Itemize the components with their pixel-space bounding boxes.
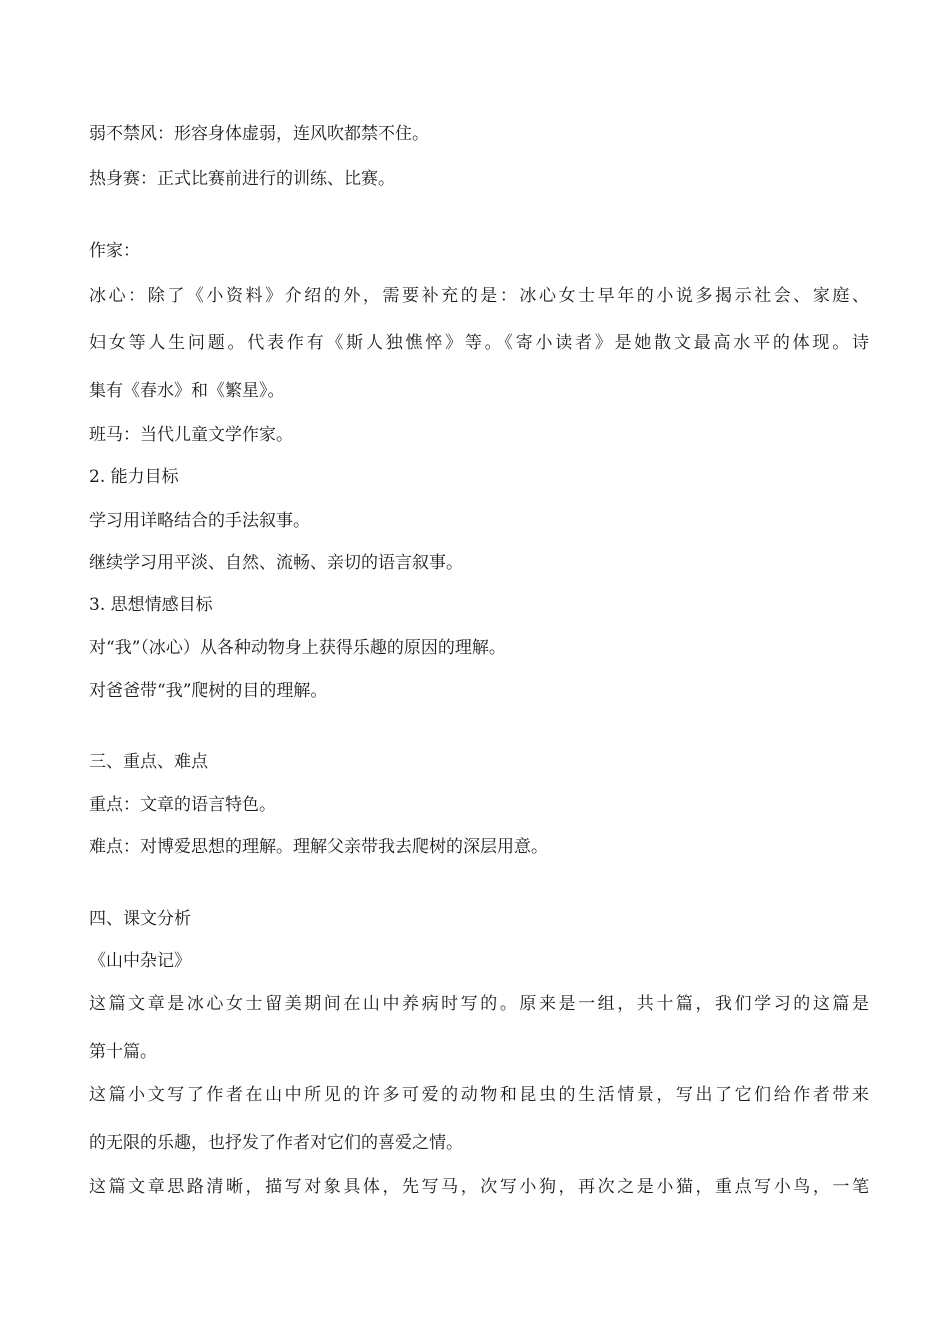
glossary-reshensai: 热身赛：正式比赛前进行的训练、比赛。 xyxy=(89,169,395,189)
analysis-paragraph-2-line-1: 这篇小文写了作者在山中所见的许多可爱的动物和昆虫的生活情景，写出了它们给作者带来 xyxy=(89,1085,869,1105)
section-heading-authors: 作家： xyxy=(89,241,140,261)
paragraph-bingxin-line-1: 冰心：除了《小资料》介绍的外，需要补充的是：冰心女士早年的小说多揭示社会、家庭、 xyxy=(89,286,869,306)
section-heading-ability-goals: 2. 能力目标 xyxy=(89,467,179,487)
article-title: 《山中杂记》 xyxy=(89,951,191,971)
paragraph-banma: 班马：当代儿童文学作家。 xyxy=(89,425,293,445)
emotion-goal-1: 对“我”（冰心）从各种动物身上获得乐趣的原因的理解。 xyxy=(89,638,506,658)
glossary-ruobujinfeng: 弱不禁风：形容身体虚弱，连风吹都禁不住。 xyxy=(89,124,429,144)
section-heading-text-analysis: 四、课文分析 xyxy=(89,909,191,929)
paragraph-bingxin-line-2: 妇女等人生问题。代表作有《斯人独憔悴》等。《寄小读者》是她散文最高水平的体现。诗 xyxy=(89,333,869,353)
ability-goal-2: 继续学习用平淡、自然、流畅、亲切的语言叙事。 xyxy=(89,553,463,573)
difficult-point: 难点：对博爱思想的理解。理解父亲带我去爬树的深层用意。 xyxy=(89,837,548,857)
section-heading-key-points: 三、重点、难点 xyxy=(89,752,208,772)
analysis-paragraph-1-line-2: 第十篇。 xyxy=(89,1042,157,1062)
emotion-goal-2: 对爸爸带“我”爬树的目的理解。 xyxy=(89,681,328,701)
analysis-paragraph-3-line-1: 这篇文章思路清晰，描写对象具体，先写马，次写小狗，再次之是小猫，重点写小鸟，一笔 xyxy=(89,1177,869,1197)
ability-goal-1: 学习用详略结合的手法叙事。 xyxy=(89,511,310,531)
key-point: 重点：文章的语言特色。 xyxy=(89,795,276,815)
section-heading-emotion-goals: 3. 思想情感目标 xyxy=(89,595,213,615)
analysis-paragraph-1-line-1: 这篇文章是冰心女士留美期间在山中养病时写的。原来是一组，共十篇，我们学习的这篇是 xyxy=(89,994,869,1014)
paragraph-bingxin-line-3: 集有《春水》和《繁星》。 xyxy=(89,381,285,401)
analysis-paragraph-2-line-2: 的无限的乐趣，也抒发了作者对它们的喜爱之情。 xyxy=(89,1133,463,1153)
